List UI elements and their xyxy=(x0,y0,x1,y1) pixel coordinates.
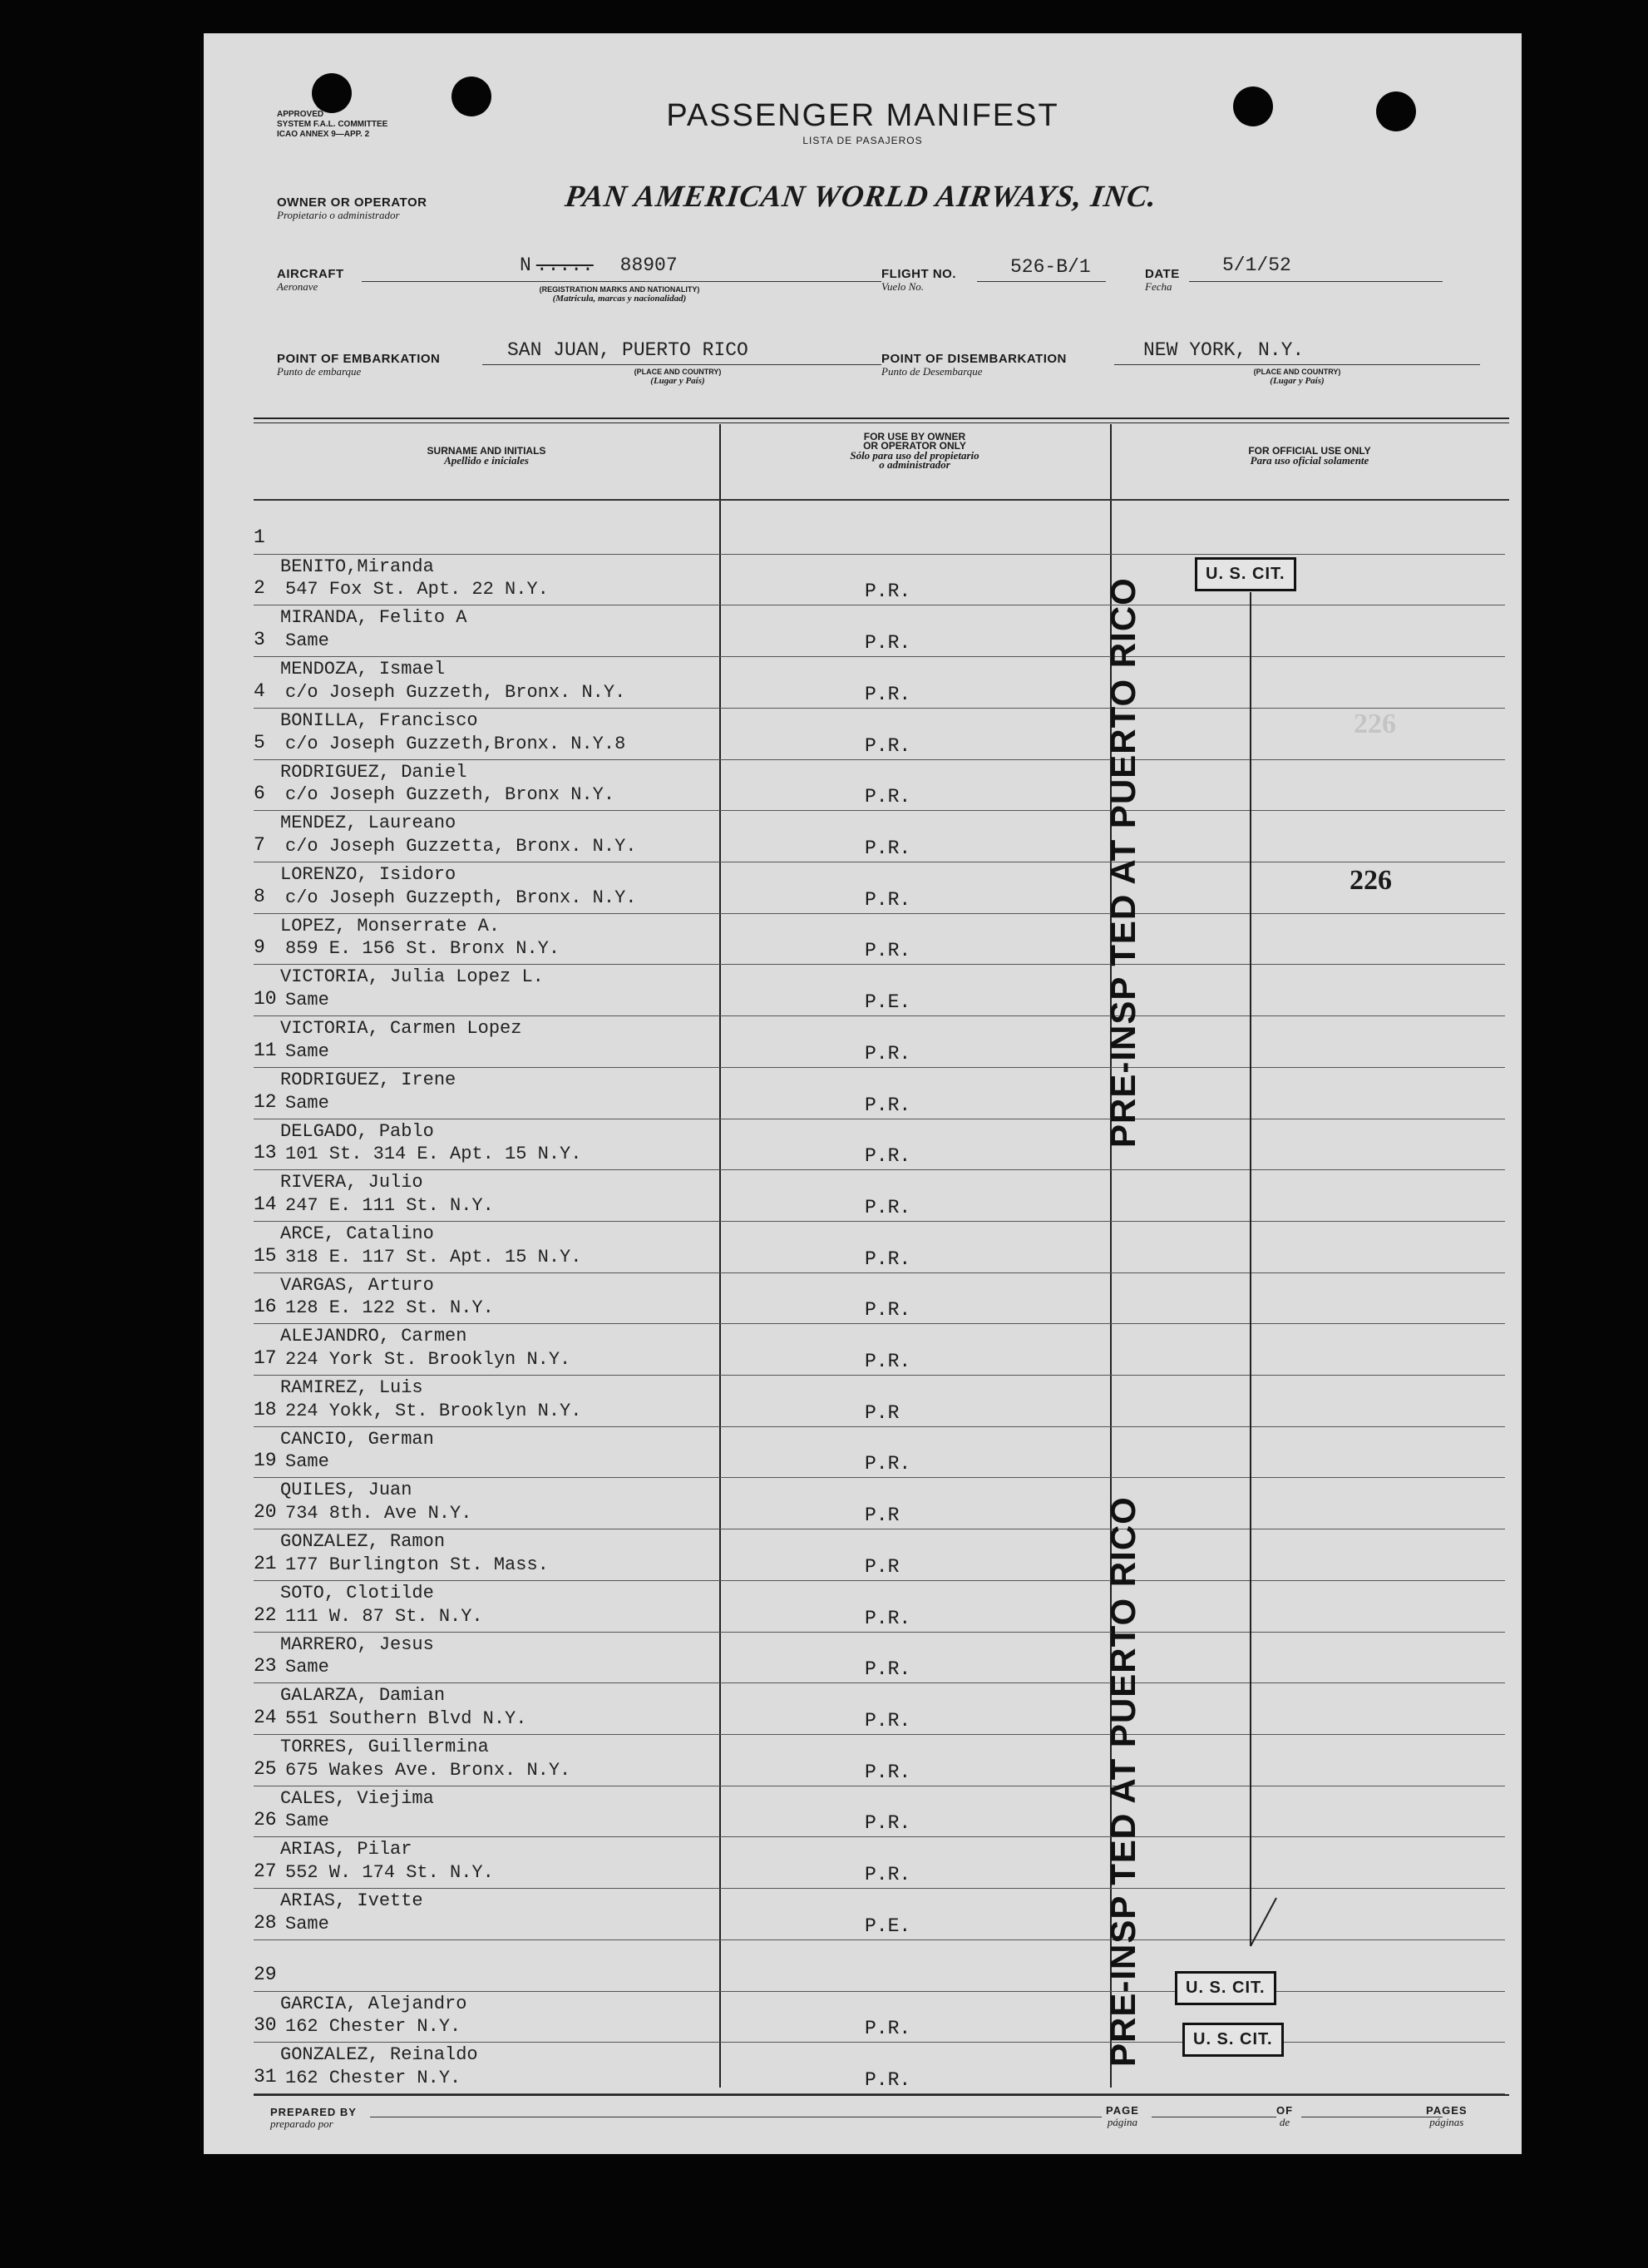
passenger-address: 675 Wakes Ave. Bronx. N.Y. xyxy=(285,1759,571,1781)
operator-code: P.R. xyxy=(865,632,911,655)
passenger-address: c/o Joseph Guzzeth, Bronx N.Y. xyxy=(285,784,615,806)
embark-label: POINT OF EMBARKATION xyxy=(277,352,441,366)
col-official-sub: Para uso oficial solamente xyxy=(1250,454,1369,467)
place-note-left xyxy=(595,368,761,386)
table-top-rule xyxy=(254,418,1509,419)
reg-note-en: (REGISTRATION MARKS AND NATIONALITY) xyxy=(539,285,700,294)
row-number: 7 xyxy=(254,833,265,856)
table-top-rule xyxy=(254,422,1509,423)
aircraft-registration: 88907 xyxy=(619,254,678,276)
passenger-address: 859 E. 156 St. Bronx N.Y. xyxy=(285,938,560,960)
passenger-address: c/o Joseph Guzzeth,Bronx. N.Y.8 xyxy=(285,733,626,754)
place-note-en: (PLACE AND COUNTRY) xyxy=(1253,368,1341,376)
operator-name: PAN AMERICAN WORLD AIRWAYS, INC. xyxy=(563,180,1160,214)
of-label: OF xyxy=(1276,2104,1294,2117)
passenger-address: Same xyxy=(285,1451,329,1473)
faded-number: 226 xyxy=(1354,709,1396,739)
owner-sublabel: Propietario o administrador xyxy=(277,209,400,221)
owner-label: OWNER OR OPERATOR xyxy=(277,195,427,210)
ditto-line xyxy=(1243,592,1318,1973)
operator-code: P.R. xyxy=(865,837,911,859)
table-bottom-rule xyxy=(254,2094,1509,2096)
passenger-name: RODRIGUEZ, Irene xyxy=(280,1069,456,1090)
operator-code: P.R xyxy=(865,1555,900,1578)
aircraft-value xyxy=(520,254,678,276)
aircraft-underline xyxy=(362,281,881,282)
row-number: 21 xyxy=(254,1552,277,1574)
passenger-name: MIRANDA, Felito A xyxy=(280,607,467,629)
place-note-en: (PLACE AND COUNTRY) xyxy=(634,368,722,376)
aircraft-prefix: N xyxy=(520,254,531,276)
row-number: 13 xyxy=(254,1142,277,1164)
row-number: 8 xyxy=(254,885,265,907)
passenger-address: 224 York St. Brooklyn N.Y. xyxy=(285,1349,571,1371)
approval-line: SYSTEM F.A.L. COMMITTEE xyxy=(277,120,388,129)
column-divider xyxy=(719,424,721,2088)
us-cit-stamp: U. S. CIT. xyxy=(1195,557,1296,591)
us-cit-stamp: U. S. CIT. xyxy=(1175,1971,1276,2005)
page-subtitle: LISTA DE PASAJEROS xyxy=(802,135,923,146)
operator-code: P.R. xyxy=(865,1042,911,1065)
passenger-address: Same xyxy=(285,990,329,1011)
passenger-name: GONZALEZ, Ramon xyxy=(280,1531,446,1553)
place-note-es: (Lugar y País) xyxy=(1270,376,1325,386)
row-number: 11 xyxy=(254,1039,277,1061)
passenger-name: GARCIA, Alejandro xyxy=(280,1993,467,2014)
operator-code: P.R. xyxy=(865,1196,911,1218)
pages-block xyxy=(1426,2104,1468,2128)
row-number: 18 xyxy=(254,1398,277,1421)
row-rule xyxy=(254,554,1505,555)
embark-value: SAN JUAN, PUERTO RICO xyxy=(507,339,748,361)
passenger-name: ARIAS, Ivette xyxy=(280,1890,423,1912)
operator-code: P.R. xyxy=(865,734,911,757)
passenger-address: Same xyxy=(285,1092,329,1114)
passenger-name: BENITO,Miranda xyxy=(280,556,434,577)
place-note-es: (Lugar y País) xyxy=(650,376,705,386)
passenger-address: 547 Fox St. Apt. 22 N.Y. xyxy=(285,579,549,600)
operator-code: P.R. xyxy=(865,1864,911,1886)
operator-code: P.R. xyxy=(865,1145,911,1168)
operator-code: P.R. xyxy=(865,1658,911,1681)
passenger-name: ALEJANDRO, Carmen xyxy=(280,1326,467,1347)
col-owner-sub2: o administrador xyxy=(879,458,950,471)
passenger-name: DELGADO, Pablo xyxy=(280,1120,434,1142)
row-number: 26 xyxy=(254,1809,277,1831)
approval-line: ICAO ANNEX 9—APP. 2 xyxy=(277,130,370,139)
passenger-name: MENDEZ, Laureano xyxy=(280,813,456,834)
passenger-name: MENDOZA, Ismael xyxy=(280,659,446,680)
disembark-label: POINT OF DISEMBARKATION xyxy=(881,352,1067,366)
passenger-name: BONILLA, Francisco xyxy=(280,709,478,731)
row-number: 22 xyxy=(254,1603,277,1626)
passenger-name: ARCE, Catalino xyxy=(280,1223,434,1244)
preinspected-stamp: PRE-INSP TED AT PUERTO RICO xyxy=(1103,1496,1142,2067)
of-sublabel: de xyxy=(1279,2116,1290,2128)
col-surname-title: SURNAME AND INITIALS xyxy=(427,445,546,457)
operator-code: P.R. xyxy=(865,1094,911,1116)
operator-code: P.R. xyxy=(865,683,911,705)
row-number: 14 xyxy=(254,1193,277,1215)
passenger-address: Same xyxy=(285,1913,329,1934)
aircraft-label-block xyxy=(277,268,344,293)
passenger-address: Same xyxy=(285,630,329,652)
passenger-name: GALARZA, Damian xyxy=(280,1685,446,1707)
operator-code: P.R. xyxy=(865,1453,911,1475)
col-owner-title: FOR USE BY OWNER xyxy=(863,431,966,442)
row-number: 25 xyxy=(254,1757,277,1780)
row-number: 20 xyxy=(254,1501,277,1524)
col-official-header xyxy=(1127,447,1493,465)
of-block xyxy=(1276,2104,1293,2128)
us-cit-stamp: U. S. CIT. xyxy=(1182,2023,1284,2057)
operator-code: P.R. xyxy=(865,1710,911,1732)
operator-code: P.R. xyxy=(865,1607,911,1629)
col-owner-header xyxy=(736,432,1093,469)
passenger-name: TORRES, Guillermina xyxy=(280,1737,489,1758)
passenger-name: SOTO, Clotilde xyxy=(280,1582,434,1603)
passenger-name: CANCIO, German xyxy=(280,1428,434,1450)
passenger-address: Same xyxy=(285,1811,329,1832)
embark-sublabel: Punto de embarque xyxy=(277,365,362,378)
passenger-address: 101 St. 314 E. Apt. 15 N.Y. xyxy=(285,1144,582,1165)
row-number: 5 xyxy=(254,731,265,754)
prepared-sublabel: preparado por xyxy=(270,2117,333,2130)
row-number: 4 xyxy=(254,679,265,702)
disembark-underline xyxy=(1114,364,1480,365)
prepared-label: PREPARED BY xyxy=(270,2106,357,2118)
owner-label-block xyxy=(277,196,427,221)
passenger-address: 111 W. 87 St. N.Y. xyxy=(285,1605,483,1627)
passenger-address: 128 E. 122 St. N.Y. xyxy=(285,1297,494,1319)
operator-code: P.R. xyxy=(865,1812,911,1835)
date-underline xyxy=(1189,281,1443,282)
row-number: 27 xyxy=(254,1860,277,1883)
passenger-name: RAMIREZ, Luis xyxy=(280,1377,423,1399)
passenger-address: 551 Southern Blvd N.Y. xyxy=(285,1708,527,1730)
flight-label-block xyxy=(881,268,956,293)
preinspected-stamp: PRE-INSP TED AT PUERTO RICO xyxy=(1103,577,1142,1148)
passenger-name: RODRIGUEZ, Daniel xyxy=(280,761,467,783)
prepared-by-block xyxy=(270,2106,357,2130)
row-number: 19 xyxy=(254,1450,277,1472)
passenger-address: 162 Chester N.Y. xyxy=(285,2016,461,2038)
row-number: 28 xyxy=(254,1911,277,1934)
operator-code: P.R xyxy=(865,1505,900,1527)
row-number: 15 xyxy=(254,1244,277,1267)
operator-code: P.R. xyxy=(865,1761,911,1783)
disembark-sublabel: Punto de Desembarque xyxy=(881,365,983,378)
reg-note-es: (Matricula, marcas y nacionalidad) xyxy=(552,294,687,304)
row-number: 29 xyxy=(254,1963,277,1985)
operator-code: P.R. xyxy=(865,1351,911,1373)
operator-code: P.R. xyxy=(865,1299,911,1322)
row-rule xyxy=(254,2042,1505,2043)
place-note-right xyxy=(1214,368,1380,386)
passenger-name: GONZALEZ, Reinaldo xyxy=(280,2044,478,2066)
embark-underline xyxy=(482,364,881,365)
official-number: 226 xyxy=(1349,865,1392,896)
passenger-address: 162 Chester N.Y. xyxy=(285,2068,461,2088)
row-number: 3 xyxy=(254,629,265,651)
passenger-address: c/o Joseph Guzzetta, Bronx. N.Y. xyxy=(285,835,637,857)
passenger-name: VICTORIA, Julia Lopez L. xyxy=(280,966,544,988)
flight-label: FLIGHT NO. xyxy=(881,267,956,281)
col-owner-title2: OR OPERATOR ONLY xyxy=(863,440,966,452)
passenger-address: 734 8th. Ave N.Y. xyxy=(285,1503,472,1524)
row-number: 1 xyxy=(254,526,265,548)
page-block xyxy=(1106,2104,1139,2128)
pages-label: PAGES xyxy=(1426,2104,1468,2117)
operator-code: P.R. xyxy=(865,2069,911,2091)
flight-value: 526-B/1 xyxy=(1010,256,1091,278)
passenger-name: LOPEZ, Monserrate A. xyxy=(280,915,501,936)
passenger-name: QUILES, Juan xyxy=(280,1480,412,1501)
flight-sublabel: Vuelo No. xyxy=(881,280,925,293)
row-number: 24 xyxy=(254,1707,277,1729)
col-official-title: FOR OFFICIAL USE ONLY xyxy=(1248,445,1371,457)
passenger-name: CALES, Viejima xyxy=(280,1787,434,1809)
passenger-address: 247 E. 111 St. N.Y. xyxy=(285,1194,494,1216)
col-surname-sub: Apellido e iniciales xyxy=(444,454,529,467)
page-title: PASSENGER MANIFEST xyxy=(666,98,1059,133)
row-number: 31 xyxy=(254,2066,277,2088)
date-value: 5/1/52 xyxy=(1222,254,1291,276)
passenger-address: c/o Joseph Guzzepth, Bronx. N.Y. xyxy=(285,887,637,908)
aircraft-struck: ..... xyxy=(535,254,594,276)
reg-note xyxy=(478,285,761,304)
operator-code: P.R. xyxy=(865,2018,911,2040)
header-bottom-rule xyxy=(254,499,1509,501)
pages-sublabel: páginas xyxy=(1429,2116,1464,2128)
operator-code: P.R. xyxy=(865,888,911,911)
row-number: 17 xyxy=(254,1347,277,1370)
passenger-name: VICTORIA, Carmen Lopez xyxy=(280,1018,522,1040)
row-number: 10 xyxy=(254,988,277,1010)
date-label: DATE xyxy=(1145,267,1180,281)
passenger-name: MARRERO, Jesus xyxy=(280,1633,434,1655)
operator-code: P.E. xyxy=(865,1915,911,1937)
operator-code: P.R. xyxy=(865,786,911,808)
manifest-document xyxy=(204,33,1522,2154)
passenger-name: RIVERA, Julio xyxy=(280,1172,423,1193)
row-rule xyxy=(254,1991,1505,1992)
passenger-address: 552 W. 174 St. N.Y. xyxy=(285,1862,494,1884)
row-number: 23 xyxy=(254,1655,277,1678)
aircraft-label: AIRCRAFT xyxy=(277,267,344,281)
operator-code: P.R. xyxy=(865,1248,911,1270)
passenger-name: LORENZO, Isidoro xyxy=(280,863,456,885)
passenger-address: Same xyxy=(285,1040,329,1062)
row-number: 30 xyxy=(254,2014,277,2037)
page-sublabel: página xyxy=(1107,2116,1137,2128)
operator-code: P.R xyxy=(865,1401,900,1424)
row-number: 6 xyxy=(254,783,265,805)
disembark-value: NEW YORK, N.Y. xyxy=(1143,339,1305,361)
row-number: 16 xyxy=(254,1296,277,1318)
passenger-name: VARGAS, Arturo xyxy=(280,1274,434,1296)
passenger-address: 177 Burlington St. Mass. xyxy=(285,1554,549,1575)
disembark-label-block xyxy=(881,353,1067,378)
page-label: PAGE xyxy=(1106,2104,1139,2117)
col-surname-header xyxy=(287,447,686,465)
operator-code: P.R. xyxy=(865,940,911,962)
col-owner-sub: Sólo para uso del propietario xyxy=(850,449,979,462)
aircraft-sublabel: Aeronave xyxy=(277,280,318,293)
passenger-address: Same xyxy=(285,1657,329,1678)
embark-label-block xyxy=(277,353,440,378)
approval-line: APPROVED xyxy=(277,110,324,119)
passenger-address: 224 Yokk, St. Brooklyn N.Y. xyxy=(285,1400,582,1421)
passenger-name: ARIAS, Pilar xyxy=(280,1839,412,1860)
row-number: 9 xyxy=(254,936,265,959)
date-label-block xyxy=(1145,268,1180,293)
passenger-address: c/o Joseph Guzzeth, Bronx. N.Y. xyxy=(285,681,626,703)
operator-code: P.R. xyxy=(865,581,911,603)
passenger-address: 318 E. 117 St. Apt. 15 N.Y. xyxy=(285,1246,582,1267)
row-number: 12 xyxy=(254,1090,277,1113)
date-sublabel: Fecha xyxy=(1145,280,1172,293)
operator-code: P.E. xyxy=(865,991,911,1014)
flight-underline xyxy=(977,281,1106,282)
row-number: 2 xyxy=(254,577,265,600)
